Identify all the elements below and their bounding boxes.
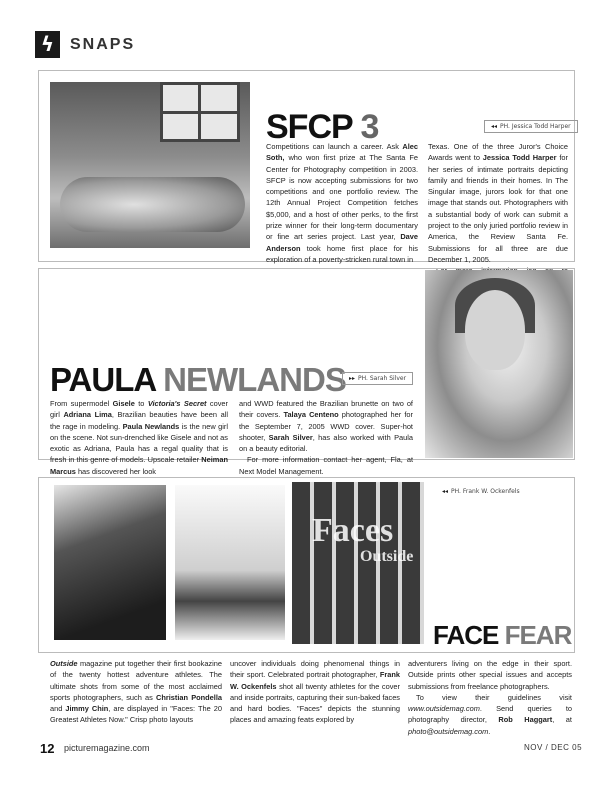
bold-run: Sarah Silver	[268, 432, 313, 442]
face-fear-column-2	[230, 658, 400, 726]
paula-photo	[425, 270, 573, 458]
face-shape	[465, 290, 525, 370]
athlete-photo-1	[54, 485, 166, 640]
credit-text: PH. Frank W. Ockenfels	[451, 488, 520, 495]
cover-title: Faces	[312, 512, 394, 549]
sfcp-photo	[50, 82, 250, 248]
bed-shape	[60, 177, 245, 232]
text-run: who won first prize at The Santa Fe Center for Photography competition in 2003. SFCP is now accepting submissions for two competitions and one portfolio review. The 12th Annual Project Competition fetches $5,000, and a host of other perks, to the first prize winner for their long-term documentary or fine art series project. Last year,	[266, 153, 418, 242]
bold-run: Rob Haggart	[498, 715, 553, 725]
paula-title-last: NEWLANDS	[163, 361, 346, 398]
sfcp-column-1	[266, 141, 418, 265]
bold-italic-run: Outside	[50, 659, 78, 668]
sfcp-title-number: 3	[360, 108, 379, 146]
face-fear-more-info	[408, 692, 572, 737]
sfcp-title-main: SFCP	[266, 108, 353, 146]
face-fear-column-3-body	[408, 658, 572, 692]
text-run: adventurers living on the edge in their sport. Outside prints other special issues and accepts submissions from freelance photographers.	[408, 659, 572, 691]
sfcp-photo-credit	[484, 120, 578, 133]
text-run: Texas. One of the three Juror's Choice Awards went to	[428, 142, 568, 163]
credit-text: PH. Sarah Silver	[358, 375, 407, 382]
sfcp-column-2	[428, 141, 568, 288]
bold-run: Jessica Todd Harper	[482, 153, 557, 163]
text-run: , has also worked with Paula on a beauty editorial.	[239, 432, 413, 454]
bold-run: Adriana Lima	[63, 410, 112, 420]
issue-date: NOV / DEC 05	[524, 743, 583, 752]
text-run: took home first place for his exploration of a poverty-stricken rural town in	[266, 243, 418, 264]
cover-subtitle: Outside	[360, 548, 414, 565]
text-run: to	[134, 399, 148, 408]
bold-run: Frank W. Ockenfels	[230, 670, 400, 691]
text-run: , Brazilian beauties have been all the rage in modeling.	[50, 410, 228, 431]
bold-run: Paula Newlands	[122, 421, 180, 431]
text-run: uncover individuals doing phenomenal things in their sport. Celebrated portrait photographer,	[230, 659, 400, 680]
text-run: cover girl	[50, 399, 228, 420]
bold-run: Neiman Marcus	[50, 455, 228, 476]
footer-website: picturemagazine.com	[64, 743, 150, 753]
italic-run: www.outsidemag.com	[408, 704, 480, 714]
bold-run: Christian Pondella	[155, 692, 222, 702]
text-run: and	[50, 704, 66, 714]
paula-column-2	[239, 398, 413, 477]
credit-arrow-icon: ◂◂	[491, 123, 498, 130]
text-run: To view their guidelines visit	[416, 692, 572, 702]
face-fear-column-3	[408, 658, 572, 737]
section-label: SNAPS	[70, 36, 136, 53]
italic-run: photo@outsidemag.com	[408, 726, 489, 736]
text-run: for her series of intimate portraits depicting family and friends in their homes. In The Singular image, jurors look for that one image that stands out. Photographers with a substantial body of work can submit a project to the only juried portfolio review in America, the Review Santa Fe. Submissions for all three are due December 1, 2005.	[428, 153, 568, 264]
paula-title-first: PAULA	[50, 361, 155, 398]
text-run: shot all twenty athletes for the cover and inside portraits, capturing their sun-baked faces and hard bodies. "Faces" depicts the stunning places and amazing feats explored by	[230, 681, 400, 725]
section-icon: ϟ	[35, 31, 60, 58]
magazine-cover	[292, 482, 424, 644]
text-run: is the new girl on the scene. Not sun-drenched like Gisele and not as exotic as Adriana, Paula has a regal quality that is fresh in this genre of models. Upscale retailer	[50, 421, 228, 465]
window-shape	[160, 82, 240, 142]
text-run: Competitions can launch a career. Ask	[266, 142, 403, 151]
bold-run: Gisele	[112, 399, 135, 408]
bold-run: Jimmy Chin	[65, 704, 109, 714]
bold-run: Talaya Centeno	[283, 410, 339, 420]
credit-arrow-icon: ◂◂	[442, 488, 449, 495]
bold-run: Alec Soth,	[266, 142, 418, 163]
athlete-photo-2	[175, 485, 285, 640]
paula-photo-credit	[342, 372, 413, 385]
text-run: magazine put together their first bookazine of the twenty hottest adventure athletes. The ultimate shots from some of the most acclaimed sports photographers, such as	[50, 659, 222, 702]
text-run: , at	[552, 715, 572, 725]
paula-column-1	[50, 398, 228, 477]
face-fear-photo-credit	[436, 486, 526, 497]
face-fear-title-last: FEAR	[504, 620, 572, 650]
sfcp-column-2-body	[428, 141, 568, 265]
face-fear-title-first: FACE	[433, 620, 499, 650]
text-run: has discovered her look	[75, 466, 157, 476]
credit-text: PH. Jessica Todd Harper	[500, 123, 571, 130]
page-number: 12	[40, 741, 55, 756]
paula-column-2-body	[239, 398, 413, 454]
paula-more-info: For more information contact her agent, Fla, at Next Model Management.	[239, 455, 413, 476]
face-fear-column-1	[50, 658, 222, 726]
face-fear-title	[433, 620, 571, 651]
text-run: From supermodel	[50, 399, 113, 408]
text-run: . Send queries to photography director,	[408, 704, 572, 725]
text-run: .	[488, 726, 491, 736]
credit-arrow-icon: ▸▸	[349, 375, 356, 382]
bold-italic-run: Victoria's Secret	[147, 399, 207, 408]
bold-run: Dave Anderson	[266, 232, 418, 253]
text-run: and WWD featured the Brazilian brunette on two of their covers.	[239, 399, 413, 420]
paula-title	[50, 361, 346, 399]
text-run: , are displayed in "Faces: The 20 Greatest Athletes Now." Crisp photo layouts	[50, 704, 222, 725]
text-run: photographed her for the September 7, 2005 WWD cover. Super-hot shooter,	[239, 410, 413, 442]
